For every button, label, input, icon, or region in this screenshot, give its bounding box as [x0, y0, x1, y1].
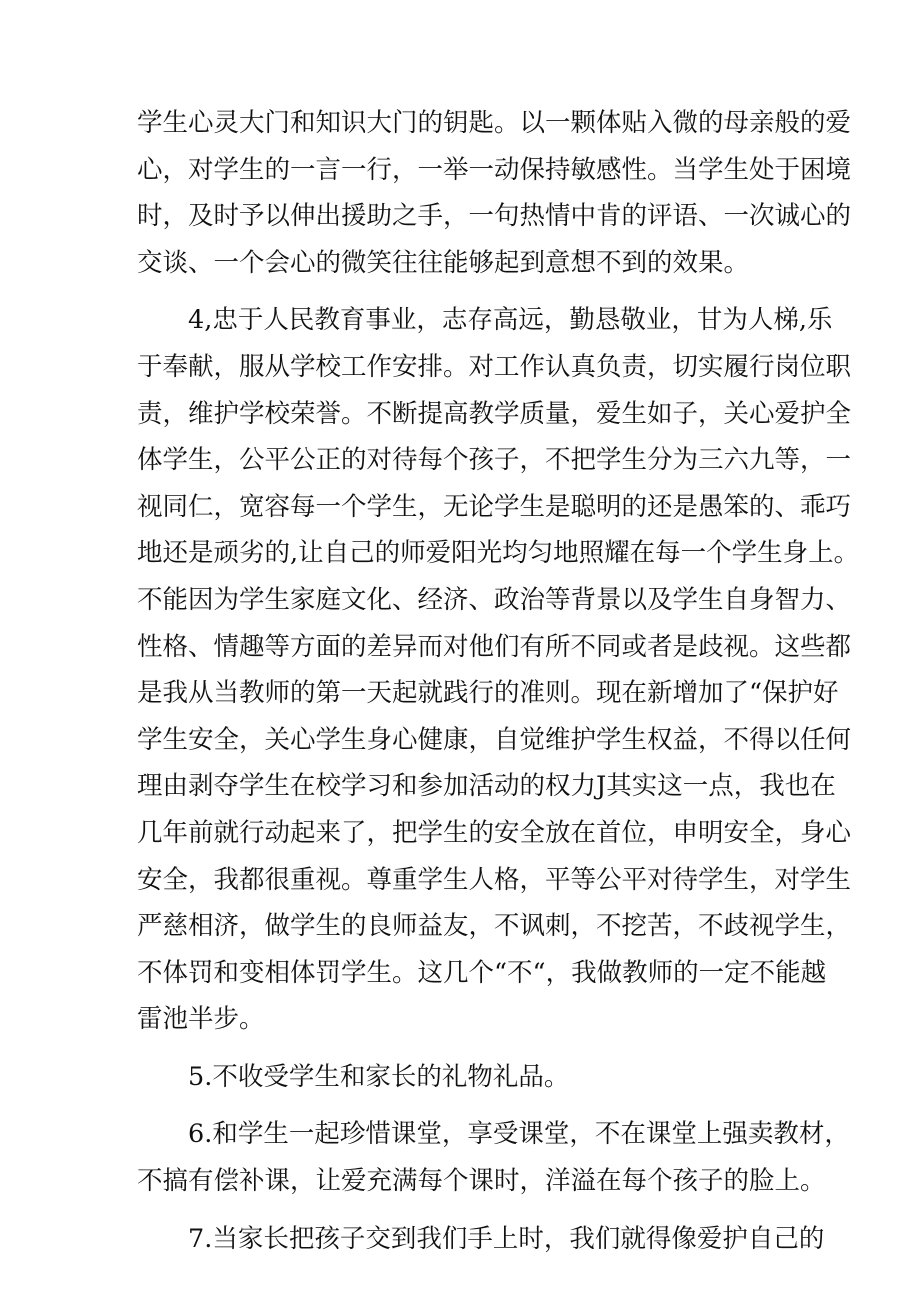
text-line: 性格、情趣等方面的差异而对他们有所不同或者是歧视。这些都 [137, 631, 852, 662]
text-line: 7.当家长把孩子交到我们手上时，我们就得像爱护自己的 [188, 1223, 825, 1254]
text-line: 安全，我都很重视。尊重学生人格，平等公平对待学生，对学生 [137, 864, 852, 895]
text-line: 视同仁，宽容每一个学生，无论学生是聪明的还是愚笨的、乖巧 [137, 491, 852, 522]
text-line: 体学生，公平公正的对待每个孩子，不把学生分为三六九等，一 [137, 445, 852, 476]
text-line: 6.和学生一起珍惜课堂，享受课堂，不在课堂上强卖教材， [188, 1119, 850, 1150]
text-line: 心，对学生的一言一行，一举一动保持敏感性。当学生处于困境 [137, 154, 852, 185]
text-line: 几年前就行动起来了，把学生的安全放在首位，申明安全，身心 [137, 817, 852, 848]
text-line: 不能因为学生家庭文化、经济、政治等背景以及学生自身智力、 [137, 584, 852, 615]
body-text [137, 100, 860, 1262]
text-line: 不体罚和变相体罚学生。这几个“不“，我做教师的一定不能越 [137, 957, 827, 988]
text-line: 4,忠于人民教育事业，志存高远，勤恳敬业，甘为人梯,乐 [188, 305, 833, 336]
text-line: 理由剥夺学生在校学习和参加活动的权力J其实这一点，我也在 [137, 771, 836, 802]
text-line: 5.不收受学生和家长的礼物礼品。 [188, 1061, 570, 1092]
text-line: 交谈、一个会心的微笑往往能够起到意想不到的效果。 [137, 247, 750, 278]
text-line: 雷池半步。 [137, 1004, 265, 1035]
text-line: 时，及时予以伸出援助之手，一句热情中肯的评语、一次诚心的 [137, 201, 852, 232]
text-line: 严慈相济，做学生的良师益友，不讽刺，不挖苦，不歧视学生， [137, 911, 852, 942]
text-line: 是我从当教师的第一天起就践行的准则。现在新增加了“保护好 [137, 678, 839, 709]
text-line: 地还是顽劣的,让自己的师爱阳光均匀地照耀在每一个学生身上。 [137, 538, 860, 569]
text-line: 学生心灵大门和知识大门的钥匙。以一颗体贴入微的母亲般的爱 [137, 108, 852, 138]
text-line: 不搞有偿补课，让爱充满每个课时，洋溢在每个孩子的脸上。 [137, 1166, 826, 1197]
text-line: 于奉献，服从学校工作安排。对工作认真负责，切实履行岗位职 [137, 351, 852, 382]
text-line: 学生安全，关心学生身心健康，自觉维护学生权益，不得以任何 [137, 724, 852, 755]
text-line: 责，维护学校荣誉。不断提高教学质量，爱生如子，关心爱护全 [137, 398, 852, 429]
